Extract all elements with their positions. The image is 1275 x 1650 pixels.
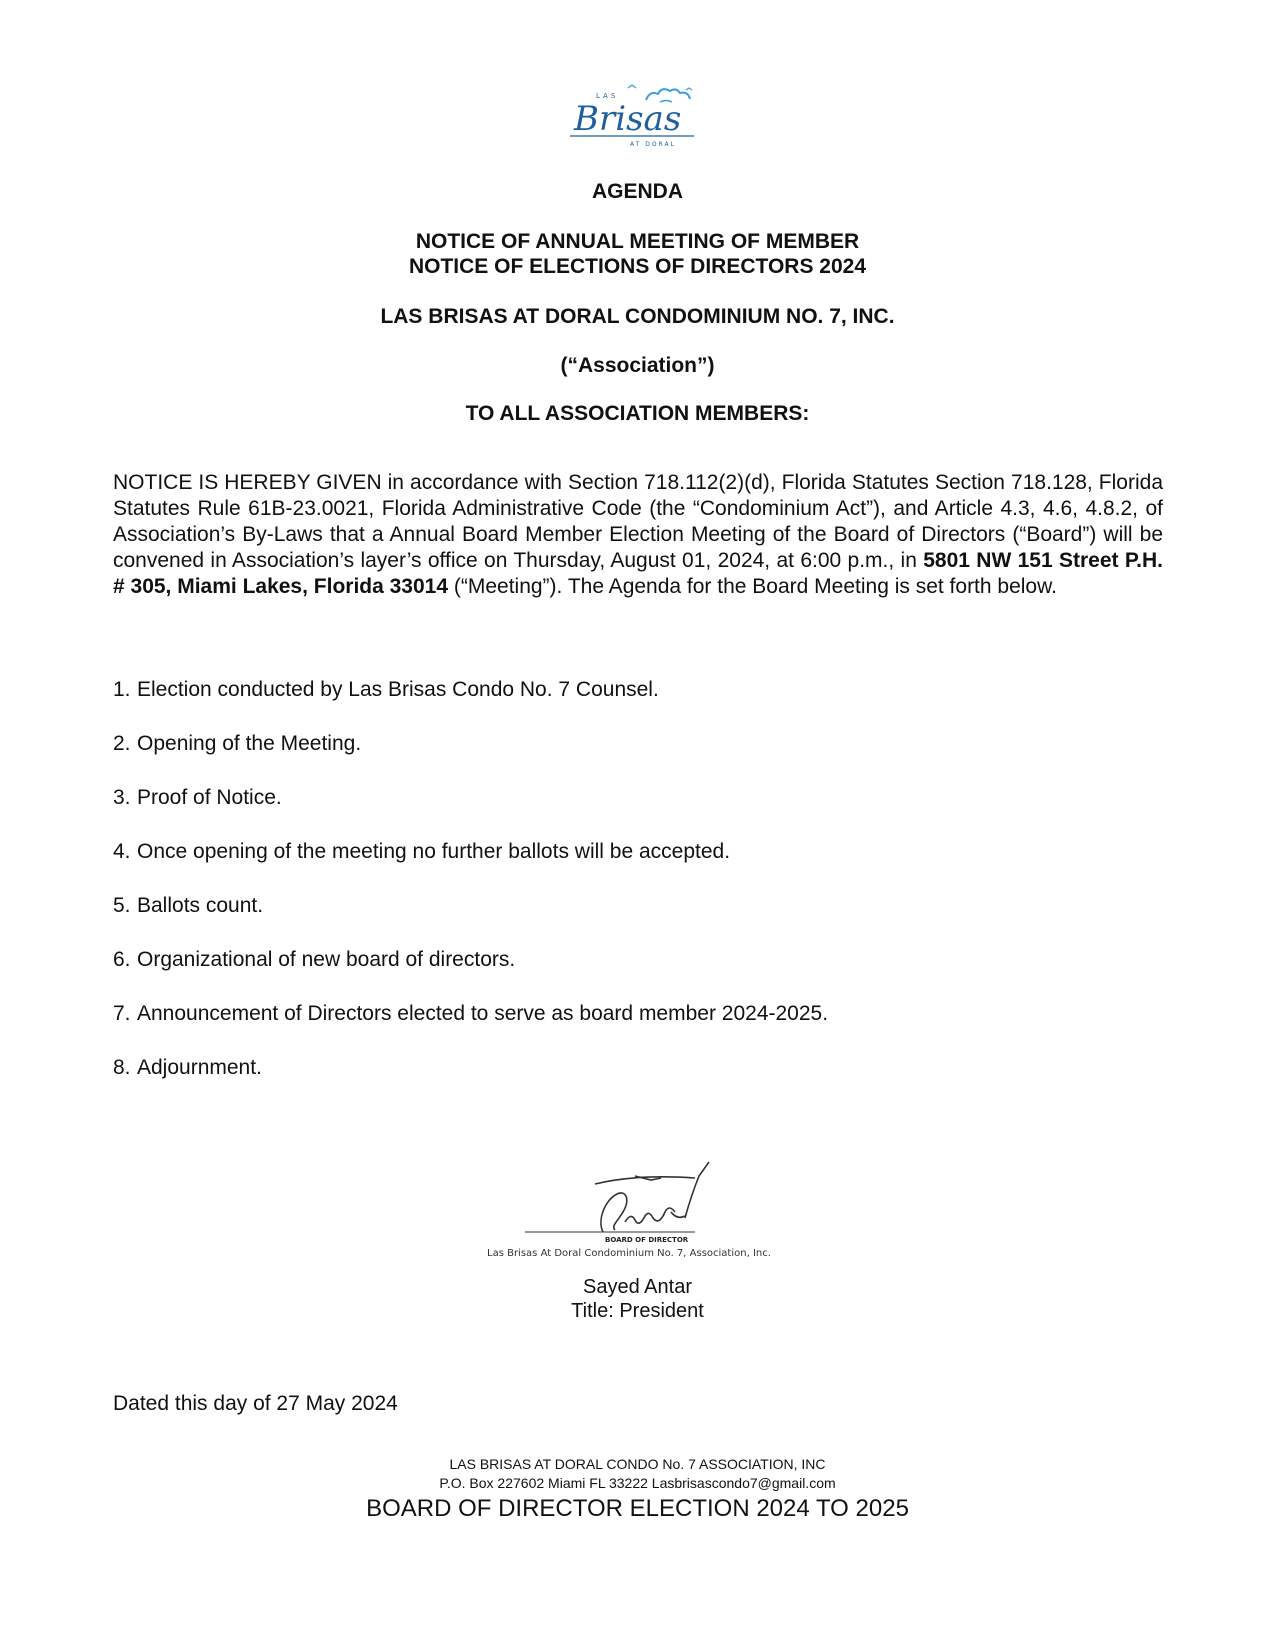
agenda-item-text: Opening of the Meeting. <box>137 732 362 755</box>
agenda-item-number: 7. <box>113 1002 131 1025</box>
organization-name: LAS BRISAS AT DORAL CONDOMINIUM NO. 7, INC. <box>380 305 895 328</box>
agenda-item-text: Organizational of new board of directors. <box>137 948 516 971</box>
signature-stamp <box>485 1160 805 1258</box>
agenda-item <box>113 785 828 839</box>
agenda-item-text: Adjournment. <box>137 1056 262 1079</box>
handwritten-signature <box>595 1162 709 1232</box>
agenda-item-number: 1. <box>113 678 131 701</box>
stamp-association-name: Las Brisas At Doral Condominium No. 7, Association, Inc. <box>487 1248 771 1258</box>
agenda-item-number: 6. <box>113 948 131 971</box>
agenda-item-number: 4. <box>113 840 131 863</box>
agenda-item <box>113 947 828 1001</box>
agenda-item <box>113 677 828 731</box>
agenda-title: AGENDA <box>591 180 683 203</box>
agenda-item-text: Announcement of Directors elected to serve as board member 2024-2025. <box>137 1002 829 1025</box>
agenda-item <box>113 1001 828 1055</box>
agenda-item <box>113 731 828 785</box>
agenda-item-text: Proof of Notice. <box>137 786 282 809</box>
logo-name: Brisas <box>574 99 682 139</box>
notice-text-part2: (“Meeting”). The Agenda for the Board Meeting is set forth below. <box>448 575 1057 598</box>
logo-small-top: LAS <box>596 92 619 100</box>
stamp-board-of-director: BOARD OF DIRECTOR <box>605 1236 689 1244</box>
notice-text-part1: NOTICE IS HEREBY GIVEN in accordance with Section 718.112(2)(d), Florida Statutes Section 718.128, Florida Statutes Rule 61B-23.0021, Florida Administrative Code (the “Condominium Act”), and Article 4.3, 4.6, 4.8.2, of Association’s By-Laws that a Annual Board Member Election Meeting of the Board of Directors (“Board”) will be convened in Association’s layer’s office on Thursday, August 01, 2024, at 6:00 p.m., in <box>113 471 1163 572</box>
association-label: (“Association”) <box>560 354 715 377</box>
agenda-item-number: 8. <box>113 1056 131 1079</box>
notice-paragraph <box>113 470 1163 600</box>
agenda-list <box>113 677 828 1109</box>
signer-title: Title: President <box>571 1300 704 1322</box>
signer-name: Sayed Antar <box>583 1276 692 1298</box>
meeting-address: 5801 NW 151 Street P.H. # 305, Miami Lakes, Florida 33014 <box>113 549 1163 598</box>
footer-association: LAS BRISAS AT DORAL CONDO No. 7 ASSOCIATION, INC <box>449 1456 826 1472</box>
agenda-item <box>113 1055 828 1109</box>
agenda-item-text: Ballots count. <box>137 894 264 917</box>
footer-election-title: BOARD OF DIRECTOR ELECTION 2024 TO 2025 <box>366 1495 909 1522</box>
to-all-members: TO ALL ASSOCIATION MEMBERS: <box>465 402 810 425</box>
agenda-item-text: Once opening of the meeting no further ballots will be accepted. <box>137 840 731 863</box>
agenda-item <box>113 893 828 947</box>
agenda-item-number: 3. <box>113 786 131 809</box>
las-brisas-logo <box>568 78 708 150</box>
agenda-item-number: 2. <box>113 732 131 755</box>
notice-elections: NOTICE OF ELECTIONS OF DIRECTORS 2024 <box>408 255 867 278</box>
agenda-item-text: Election conducted by Las Brisas Condo No. 7 Counsel. <box>137 678 659 701</box>
logo-small-bottom: AT DORAL <box>630 141 676 148</box>
footer-contact: P.O. Box 227602 Miami FL 33222 Lasbrisascondo7@gmail.com <box>439 1475 836 1491</box>
notice-annual-meeting: NOTICE OF ANNUAL MEETING OF MEMBER <box>415 230 860 253</box>
agenda-item <box>113 839 828 893</box>
agenda-item-number: 5. <box>113 894 131 917</box>
dated-line: Dated this day of 27 May 2024 <box>113 1392 398 1415</box>
